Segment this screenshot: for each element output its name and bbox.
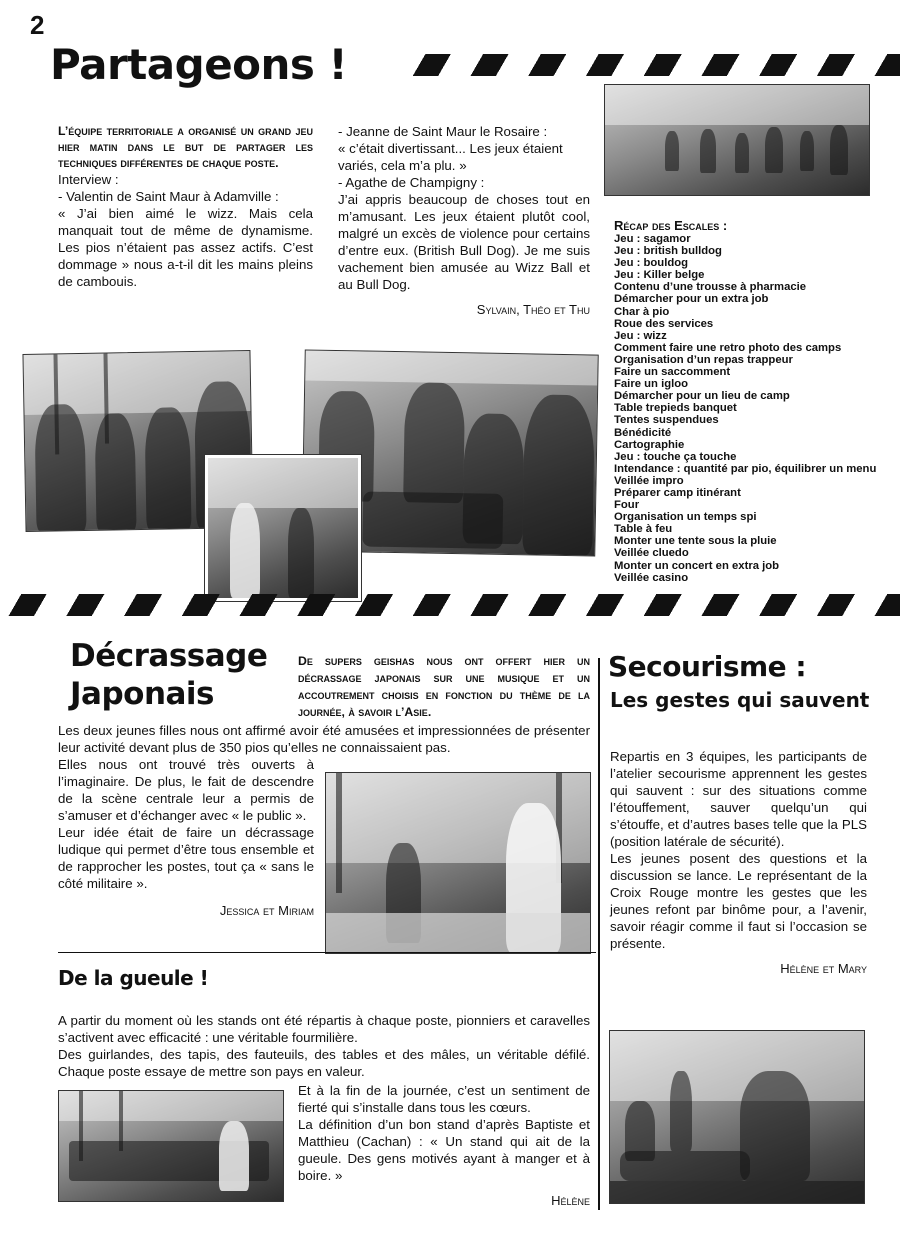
- recap-item: Table trepieds banquet: [614, 402, 737, 415]
- decrassage-signature: Jessica et Miriam: [219, 903, 314, 918]
- article-title-partageons: Partageons !: [50, 40, 348, 89]
- recap-item: Jeu : Killer belge: [614, 269, 705, 282]
- gueule-top-text: [58, 1012, 590, 1080]
- photo-stands: [58, 1090, 284, 1202]
- interview-quote-jeanne: « c’était divertissant... Les jeux étaient variés, cela m’a plu. »: [338, 141, 563, 173]
- recap-box: [614, 218, 884, 584]
- recap-item: Jeu : sagamor: [614, 233, 691, 245]
- section-separator: [58, 952, 596, 953]
- photo-game-field: [604, 84, 870, 196]
- interview-speaker-jeanne: - Jeanne de Saint Maur le Rosaire :: [338, 124, 548, 139]
- recap-item: Veillée casino: [614, 571, 689, 584]
- recap-item: Intendance : quantité par pio, équilibrer un menu: [614, 462, 877, 475]
- decrassage-lead: De supers geishas nous ont offert hier un décrassage japonais sur une musique et un accoutrement choisis en fonction du thème de la journée, à savoir l’Asie.: [298, 654, 590, 719]
- recap-item: Démarcher pour un lieu de camp: [614, 390, 790, 403]
- striped-divider-middle: [0, 594, 900, 616]
- recap-item: Contenu d’une trousse à pharmacie: [614, 281, 807, 294]
- recap-item: Démarcher pour un extra job: [614, 293, 769, 306]
- article-title-decrassage-line1: Décrassage: [70, 638, 268, 674]
- photo-mascot: [205, 455, 361, 601]
- recap-item: Jeu : british bulldog: [614, 245, 722, 258]
- decrassage-paragraph-3: Leur idée était de faire un décrassage ludique qui permet d’être tous ensemble et de rapprocher les postes, tout ça « sans le côté militaire ».: [58, 825, 314, 891]
- recap-item: Jeu : wizz: [614, 329, 667, 342]
- article-subtitle-secourisme: Les gestes qui sauvent: [610, 688, 870, 712]
- recap-item: Tentes suspendues: [614, 414, 719, 427]
- recap-item: Veillée impro: [614, 474, 684, 487]
- recap-item: Bénédicité: [614, 426, 672, 439]
- recap-item: Cartographie: [614, 438, 685, 451]
- article-title-decrassage-line2: Japonais: [70, 676, 215, 712]
- recap-title: Récap des Escales :: [614, 218, 728, 233]
- partageons-signature: Sylvain, Théo et Thu: [476, 302, 590, 317]
- recap-item: Faire un igloo: [614, 378, 689, 391]
- recap-item: Organisation un temps spi: [614, 511, 757, 524]
- column-separator: [598, 658, 600, 1210]
- page-number: 2: [30, 10, 45, 40]
- recap-item: Monter une tente sous la pluie: [614, 535, 777, 548]
- secourisme-signature: Hélène et Mary: [780, 961, 867, 976]
- recap-item: Monter un concert en extra job: [614, 559, 780, 572]
- striped-divider-top: [395, 54, 900, 76]
- gueule-signature: Hélène: [551, 1193, 590, 1208]
- article-title-secourisme: Secourisme :: [608, 650, 807, 683]
- interview-label: Interview :: [58, 172, 119, 187]
- recap-item: Char à pio: [614, 305, 670, 318]
- decrassage-paragraph-1: Les deux jeunes filles nous ont affirmé avoir été amusées et impressionnées de présenter leur activité devant plus de 350 pios qu’elles ne connaissaient pas.: [58, 723, 590, 755]
- interview-quote-agathe: J’ai appris beaucoup de choses tout en m’amusant. Les jeux étaient plutôt cool, malgré un excès de violence pour certains d’entre eux. (British Bull Dog). Je me suis vachement bien amusée au Wizz Ball et au Bull Dog.: [338, 192, 590, 292]
- gueule-paragraph-2: Des guirlandes, des tapis, des fauteuils, des tables et des mâles, un véritable défilé. Chaque poste essaye de mettre son pays en valeur.: [58, 1047, 590, 1079]
- gueule-paragraph-1: A partir du moment où les stands ont été répartis à chaque poste, pionniers et caravelles s’activent avec efficacité : une véritable fourmilière.: [58, 1013, 590, 1045]
- secourisme-paragraph-2: Les jeunes posent des questions et la discussion se lance. Le représentant de la Croix Rouge montre les gestes que les jeunes refont par binôme pour, a l’avenir, savoir réagir comme il faut si l’occasion se présente.: [610, 851, 867, 951]
- recap-item: Four: [614, 499, 640, 512]
- article-title-gueule: De la gueule !: [58, 966, 209, 990]
- interview-speaker-valentin: - Valentin de Saint Maur à Adamville :: [58, 189, 279, 204]
- recap-item: Comment faire une retro photo des camps: [614, 341, 842, 354]
- secourisme-paragraph-1: Repartis en 3 équipes, les participants de l’atelier secourisme apprennent les gestes qui sauvent : sur des situations comme l’étouffement, sauver quelqu’un qui s’étouffe, et d’autres bases telle que la PLS (position latérale de sécurité).: [610, 749, 867, 849]
- recap-item: Faire un saccomment: [614, 366, 731, 379]
- photo-decrassage-stage: [325, 772, 591, 954]
- interview-speaker-agathe: - Agathe de Champigny :: [338, 175, 485, 190]
- recap-item: Préparer camp itinérant: [614, 486, 741, 499]
- secourisme-body: [610, 748, 867, 977]
- recap-list: [614, 233, 884, 584]
- recap-item: Jeu : bouldog: [614, 257, 689, 270]
- decrassage-column: [58, 756, 314, 919]
- interview-quote-valentin: « J’ai bien aimé le wizz. Mais cela manquait tout de même de dynamisme. Les pios n’étaient pas assez actifs. C’est dommage » nous a-t-il dit les mains pleins de cambouis.: [58, 206, 313, 289]
- partageons-col1: [58, 123, 313, 290]
- recap-item: Table à feu: [614, 523, 673, 536]
- gueule-paragraph-4: La définition d’un bon stand d’après Baptiste et Matthieu (Cachan) : « Un stand qui ait de la gueule. Des gens motivés ayant à manger et à boire. »: [298, 1117, 590, 1183]
- partageons-col2: [338, 123, 590, 318]
- partageons-lead: L’équipe territoriale a organisé un grand jeu hier matin dans le but de partager les techniques différentes de chaque poste.: [58, 124, 313, 170]
- recap-item: Roue des services: [614, 317, 714, 330]
- recap-item: Jeu : touche ça touche: [614, 450, 737, 463]
- gueule-paragraph-3: Et à la fin de la journée, c’est un sentiment de fierté qui s’installe dans tous les cœurs.: [298, 1083, 590, 1115]
- decrassage-paragraph-2: Elles nous ont trouvé très ouverts à l’imaginaire. De plus, le fait de descendre de la scène centrale leur a permis de s’amuser et d’échanger avec « le public ».: [58, 757, 314, 823]
- recap-item: Veillée cluedo: [614, 547, 689, 560]
- gueule-bottom-text: [298, 1082, 590, 1209]
- recap-item: Organisation d’un repas trappeur: [614, 353, 793, 366]
- photo-first-aid: [609, 1030, 865, 1204]
